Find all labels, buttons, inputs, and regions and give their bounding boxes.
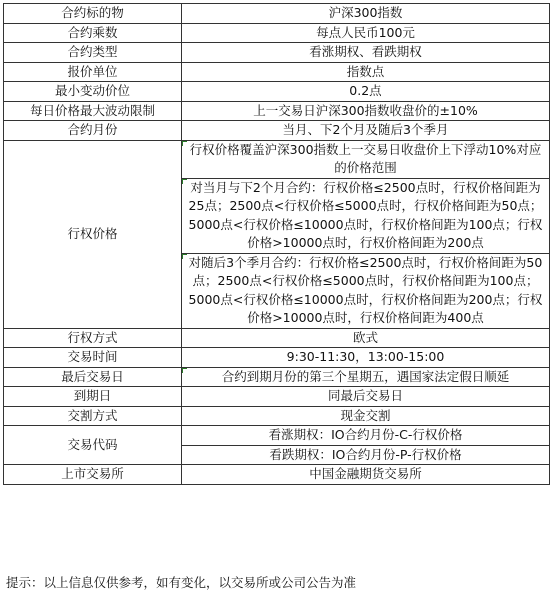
table-row xyxy=(4,140,550,178)
row-value: 欧式 xyxy=(182,328,550,348)
table-row xyxy=(4,387,550,407)
row-label: 行权方式 xyxy=(4,328,182,348)
row-label: 交割方式 xyxy=(4,406,182,426)
contract-spec-table xyxy=(3,3,550,485)
row-label: 交易时间 xyxy=(4,348,182,368)
table-row xyxy=(4,82,550,102)
row-value: 中国金融期货交易所 xyxy=(182,465,550,485)
put-code-cell: 看跌期权：IO合约月份-P-行权价格 xyxy=(182,445,550,465)
table-row xyxy=(4,23,550,43)
table-row xyxy=(4,465,550,485)
row-value: 同最后交易日 xyxy=(182,387,550,407)
row-label: 到期日 xyxy=(4,387,182,407)
strike-near-month-cell: 对当月与下2个月合约：行权价格≤2500点时，行权价格间距为25点；2500点<行权价格≤5000点时，行权价格间距为50点；5000点<行权价格≤10000点时，行权价格间距为100点；行权价格>10000点时，行权价格间距为200点 xyxy=(182,178,550,253)
row-label: 上市交易所 xyxy=(4,465,182,485)
row-label: 合约类型 xyxy=(4,43,182,63)
call-code-cell: 看涨期权：IO合约月份-C-行权价格 xyxy=(182,426,550,446)
row-value: 上一交易日沪深300指数收盘价的±10% xyxy=(182,101,550,121)
row-label: 合约乘数 xyxy=(4,23,182,43)
row-label: 最小变动价位 xyxy=(4,82,182,102)
row-value: 每点人民币100元 xyxy=(182,23,550,43)
row-label: 行权价格 xyxy=(4,140,182,328)
table-row xyxy=(4,101,550,121)
table-row xyxy=(4,43,550,63)
strike-quarterly-cell: 对随后3个季月合约：行权价格≤2500点时，行权价格间距为50点；2500点<行权价格≤5000点时，行权价格间距为100点；5000点<行权价格≤10000点时，行权价格间距为200点；行权价格>10000点时，行权价格间距为400点 xyxy=(182,253,550,328)
table-row xyxy=(4,328,550,348)
row-label: 交易代码 xyxy=(4,426,182,465)
row-value: 当月、下2个月及随后3个季月 xyxy=(182,121,550,141)
row-value: 看涨期权、看跌期权 xyxy=(182,43,550,63)
table-row xyxy=(4,121,550,141)
row-value: 合约到期月份的第三个星期五，遇国家法定假日顺延 xyxy=(182,367,550,387)
row-value: 指数点 xyxy=(182,62,550,82)
table-row xyxy=(4,348,550,368)
disclaimer-note: 提示：以上信息仅供参考，如有变化，以交易所或公司公告为准 xyxy=(6,575,357,590)
table-row xyxy=(4,406,550,426)
row-value: 0.2点 xyxy=(182,82,550,102)
table-row xyxy=(4,426,550,446)
row-value: 9:30-11:30，13:00-15:00 xyxy=(182,348,550,368)
row-label: 报价单位 xyxy=(4,62,182,82)
row-label: 合约月份 xyxy=(4,121,182,141)
row-label: 合约标的物 xyxy=(4,4,182,24)
table-row xyxy=(4,4,550,24)
row-label: 每日价格最大波动限制 xyxy=(4,101,182,121)
strike-range-cell: 行权价格覆盖沪深300指数上一交易日收盘价上下浮动10%对应的价格范围 xyxy=(182,140,550,178)
row-value: 现金交割 xyxy=(182,406,550,426)
row-value: 沪深300指数 xyxy=(182,4,550,24)
row-label: 最后交易日 xyxy=(4,367,182,387)
table-row xyxy=(4,62,550,82)
table-row xyxy=(4,367,550,387)
